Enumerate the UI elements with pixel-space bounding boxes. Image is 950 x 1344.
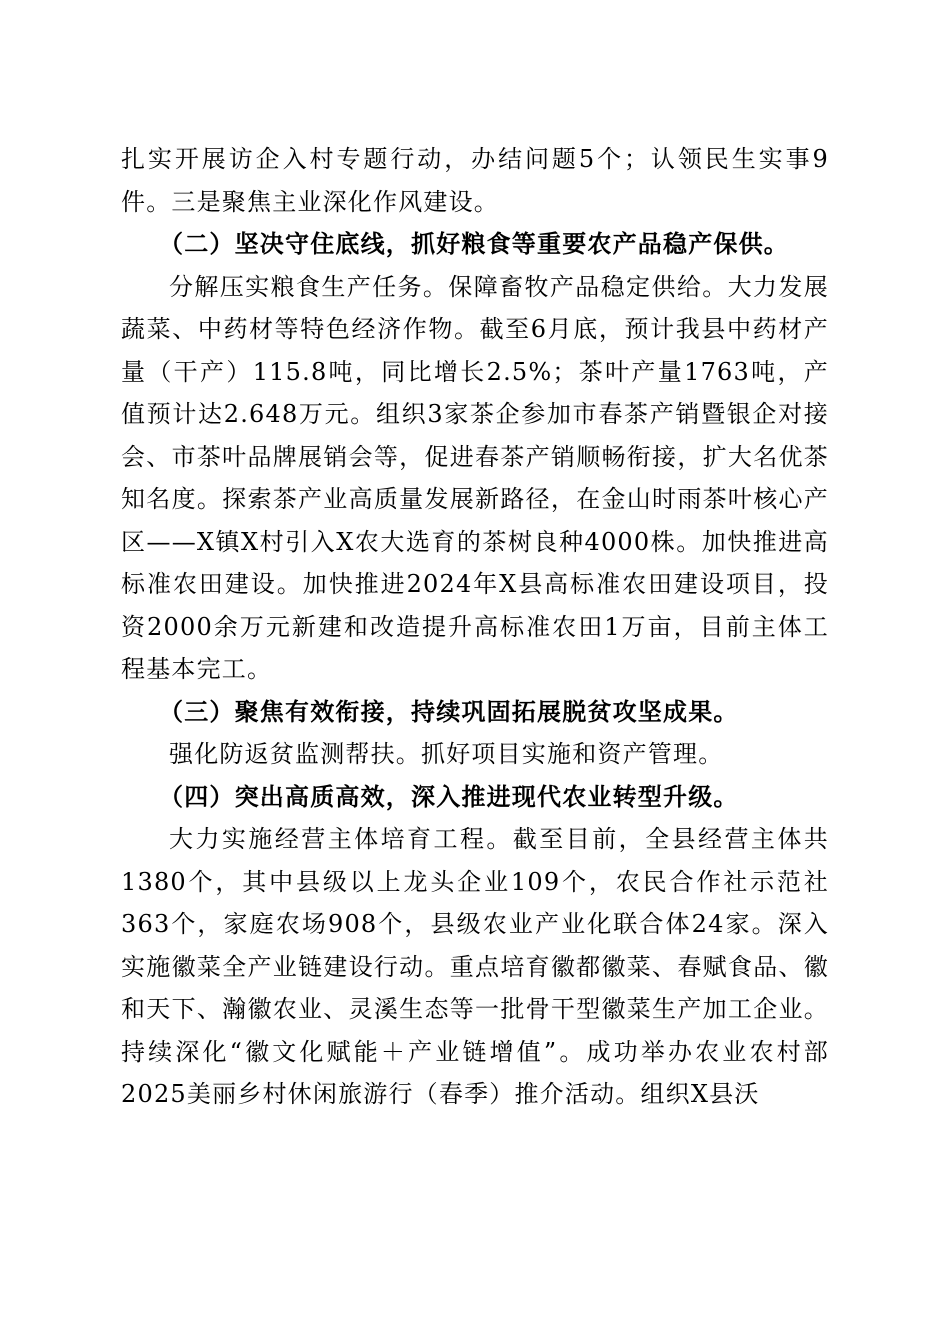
paragraph-agri-upgrade: 大力实施经营主体培育工程。截至目前，全县经营主体共1380个，其中县级以上龙头企业109个，农民合作社示范社363个，家庭农场908个，县级农业产业化联合体24家。深入实施徽菜全产业链建设行动。重点培育徽都徽菜、春赋食品、徽和天下、瀚徽农业、灵溪生态等一批骨干型徽菜生产加工企业。持续深化“徽文化赋能＋产业链增值”。成功举办农业农村部2025美丽乡村休闲旅游行（春季）推介活动。组织X县沃 <box>121 825 829 1108</box>
section-heading-2: （二）坚决守住底线，抓好粮食等重要农产品稳产保供。 <box>159 229 789 258</box>
section-heading-4: （四）突出高质高效，深入推进现代农业转型升级。 <box>159 781 739 811</box>
paragraph-continued: 扎实开展访企入村专题行动，办结问题5个；认领民生实事9件。三是聚焦主业深化作风建设。 <box>121 145 829 216</box>
paragraph-grain-supply: 分解压实粮食生产任务。保障畜牧产品稳定供给。大力发展蔬菜、中药材等特色经济作物。截至6月底，预计我县中药材产量（干产）115.8吨，同比增长2.5%；茶叶产量1763吨，产值预计达2.648万元。组织3家茶企参加市春茶产销暨银企对接会、市茶叶品牌展销会等，促进春茶产销顺畅衔接，扩大名优茶知名度。探索茶产业高质量发展新路径，在金山时雨茶叶核心产区——X镇X村引入X农大选育的茶树良种4000株。加快推进高标准农田建设。加快推进2024年X县高标准农田建设项目，投资2000余万元新建和改造提升高标准农田1万亩，目前主体工程基本完工。 <box>121 272 829 683</box>
section-heading-3: （三）聚焦有效衔接，持续巩固拓展脱贫攻坚成果。 <box>159 696 739 726</box>
document-body <box>121 138 829 1116</box>
paragraph-poverty-monitoring: 强化防返贫监测帮扶。抓好项目实施和资产管理。 <box>169 740 724 768</box>
